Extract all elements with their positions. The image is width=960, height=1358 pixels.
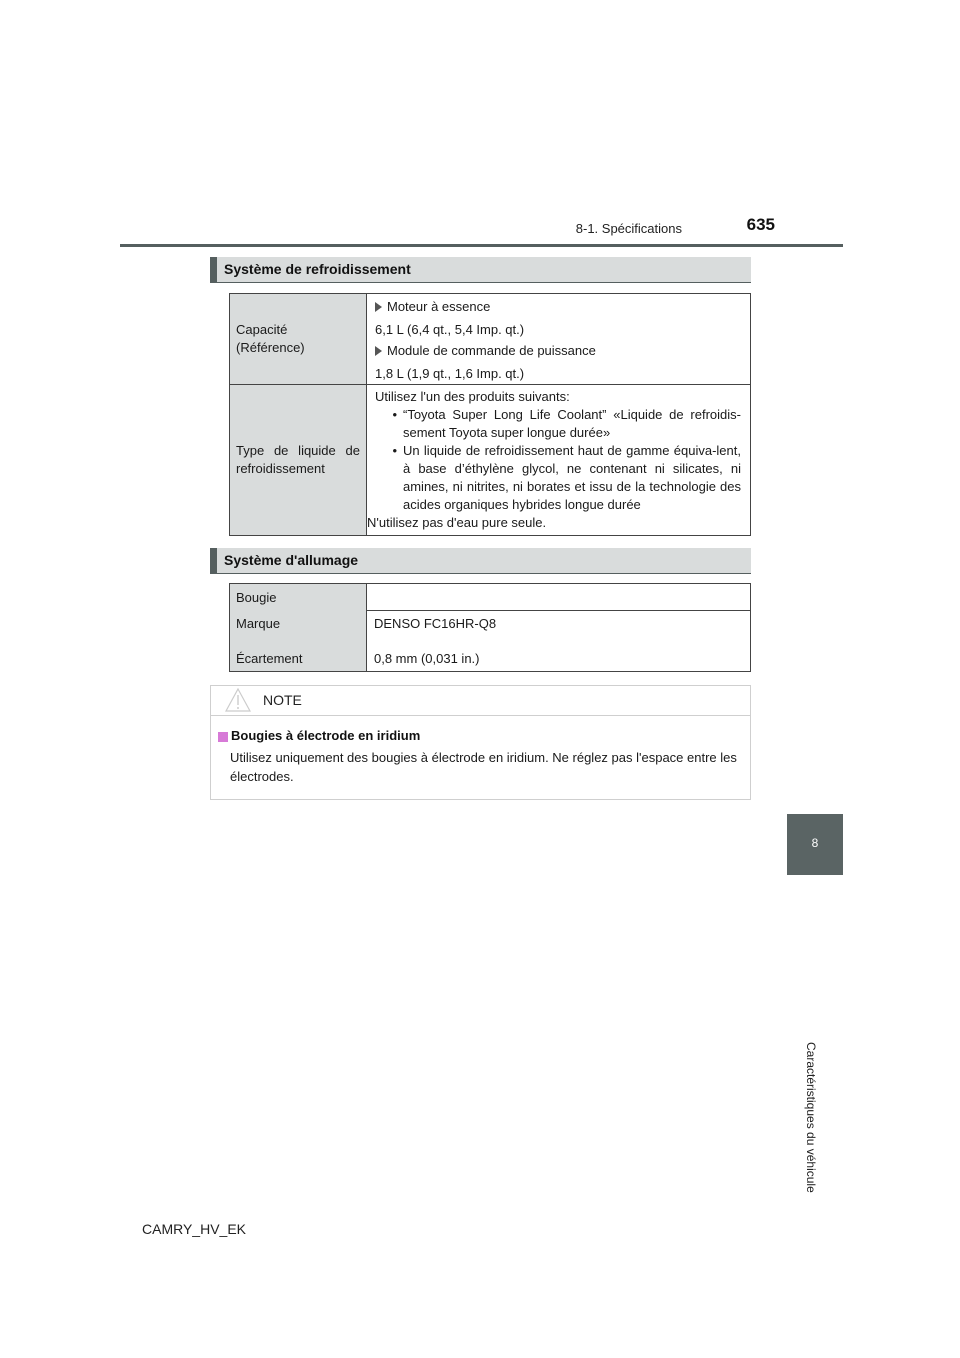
- chapter-tab-rule: [787, 873, 843, 875]
- warning-icon: [225, 688, 251, 712]
- list-item: [375, 442, 741, 514]
- capacity-value: [367, 294, 751, 385]
- brand-value: DENSO FC16HR-Q8: [374, 616, 497, 631]
- list-item: [375, 406, 741, 442]
- brand-label: Marque: [236, 616, 281, 631]
- coolant-option: “Toyota Super Long Life Coolant” «Liquide de refroidis-sement Toyota super longue durée»: [403, 407, 741, 440]
- ignition-table: [229, 583, 751, 672]
- coolant-option: Un liquide de refroidissement haut de gamme équiva-lent, à base d’éthylène glycol, ne contenant ni silicates, ni amines, ni nitrites, ni borates et issu de la technologie des acides organiques hybrides longue durée: [403, 443, 741, 512]
- coolant-type-label-line: refroidissement: [236, 461, 325, 476]
- table-divider: [367, 610, 751, 611]
- model-code: CAMRY_HV_EK: [142, 1221, 247, 1237]
- section-header-bar: [210, 257, 217, 283]
- pcu-label-text: Module de commande de puissance: [387, 343, 596, 358]
- note-heading: Bougies à électrode en iridium: [231, 728, 421, 743]
- coolant-warning: N'utilisez pas d'eau pure seule.: [367, 515, 547, 530]
- page-number: 635: [746, 215, 775, 234]
- engine-label: [375, 298, 742, 316]
- table-row: [230, 385, 751, 536]
- table-row: [230, 294, 751, 385]
- gap-value: 0,8 mm (0,031 in.): [374, 651, 480, 666]
- gap-label: Écartement: [236, 651, 303, 666]
- note-title: NOTE: [263, 692, 302, 708]
- capacity-label: [230, 294, 367, 385]
- cooling-section-title: Système de refroidissement: [224, 261, 411, 277]
- square-bullet-icon: [218, 732, 228, 742]
- coolant-intro: Utilisez l'un des produits suivants:: [375, 389, 570, 404]
- ignition-section-title: Système d'allumage: [224, 552, 359, 568]
- note-body: Utilisez uniquement des bougies à électrode en iridium. Ne réglez pas l'espace entre les électrodes.: [230, 750, 737, 784]
- arrow-right-icon: [375, 346, 382, 356]
- coolant-type-value: [367, 385, 751, 536]
- engine-value: 6,1 L (6,4 qt., 5,4 Imp. qt.): [375, 322, 525, 337]
- cooling-section-header: [210, 257, 751, 283]
- cooling-table: [229, 293, 751, 536]
- chapter-tab: 8: [787, 814, 843, 873]
- coolant-type-label: [230, 385, 367, 536]
- bullet-icon: •: [392, 443, 397, 458]
- chapter-title: Caractéristiques du véhicule: [804, 1042, 818, 1193]
- arrow-right-icon: [375, 302, 382, 312]
- bullet-icon: •: [392, 407, 397, 422]
- note-divider: [211, 715, 750, 716]
- section-header-bar: [210, 548, 217, 574]
- header-rule: [120, 244, 843, 247]
- capacity-label-line: (Référence): [236, 340, 305, 355]
- section-title: 8-1. Spécifications: [575, 221, 682, 236]
- capacity-label-line: Capacité: [236, 322, 288, 337]
- note-box: [210, 685, 751, 800]
- spark-plug-label: Bougie: [236, 590, 277, 605]
- ignition-section-header: [210, 548, 751, 574]
- engine-label-text: Moteur à essence: [387, 299, 491, 314]
- coolant-type-label-line: Type de liquide de: [236, 443, 360, 458]
- pcu-label: [375, 342, 742, 360]
- pcu-value: 1,8 L (1,9 qt., 1,6 Imp. qt.): [375, 366, 525, 381]
